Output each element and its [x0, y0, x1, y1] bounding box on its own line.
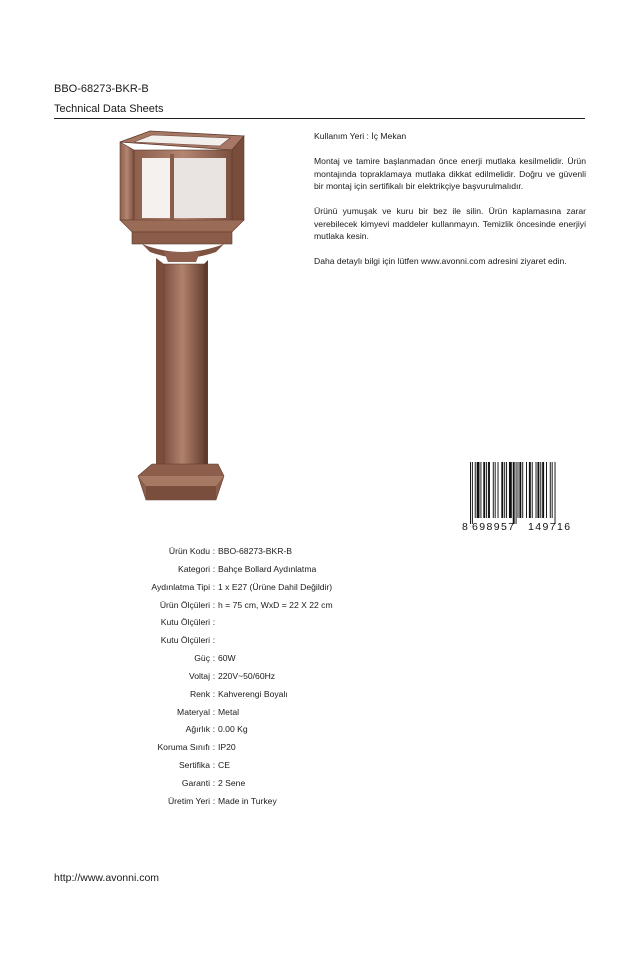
spec-value: 2 Sene: [218, 777, 246, 788]
barcode-bar: [493, 462, 494, 518]
spec-label: Renk: [189, 688, 210, 699]
spec-separator: :: [212, 760, 216, 771]
barcode-bar: [486, 462, 487, 518]
barcode-bar: [506, 462, 507, 518]
barcode-digits-right: 149716: [528, 521, 572, 532]
spec-label: Kutu Ölçüleri: [160, 617, 210, 628]
spec-value: h = 75 cm, WxD = 22 X 22 cm: [218, 599, 333, 610]
spec-row: [100, 617, 333, 635]
spec-value: IP20: [218, 742, 236, 753]
spec-value: 1 x E27 (Ürüne Dahil Değildir): [218, 581, 333, 592]
barcode-bar: [529, 462, 531, 518]
bollard-lamp-image: [112, 128, 252, 508]
spec-row: [100, 600, 333, 618]
barcode-bar: [477, 462, 480, 518]
spec-separator: :: [212, 653, 216, 664]
spec-label: Kutu Ölçüleri: [160, 635, 210, 646]
barcode-bar: [470, 462, 471, 524]
spec-label: Ağırlık: [185, 724, 210, 735]
barcode-bar: [516, 462, 517, 524]
spec-separator: :: [212, 599, 216, 610]
usage-text: Kullanım Yeri : İç Mekan: [314, 131, 407, 141]
barcode-bar: [483, 462, 485, 518]
barcode-bar: [475, 462, 476, 518]
document-title: Technical Data Sheets: [54, 103, 164, 115]
barcode-digits-left: 698957: [472, 521, 516, 532]
header-rule: [54, 118, 585, 119]
spec-label: Sertifika: [178, 760, 210, 771]
spec-value: BBO-68273-BKR-B: [218, 546, 293, 556]
spec-separator: :: [212, 617, 216, 628]
spec-separator: :: [212, 670, 216, 681]
spec-row: [100, 546, 333, 564]
spec-value: 220V~50/60Hz: [218, 670, 276, 681]
barcode-bars: [470, 462, 556, 524]
spec-value: CE: [218, 760, 230, 771]
barcode-bar: [546, 462, 547, 518]
spec-label: Ürün Kodu: [168, 546, 210, 556]
barcode-bar: [488, 462, 490, 518]
spec-label: Koruma Sınıfı: [157, 742, 210, 753]
warning-text: Montaj ve tamire başlanmadan önce enerji mutlaka kesilmelidir. Ürün montajında topraklamaya mutlaka dikkat edilmelidir. Doğru ve güvenli bir montaj için sertifikalı bir elektrikçiye başvurulmalıdır.: [314, 156, 586, 191]
barcode-digit-lead: 8: [462, 521, 468, 532]
spec-row: [100, 671, 333, 689]
spec-separator: :: [212, 706, 216, 717]
product-code-heading: BBO-68273-BKR-B: [54, 83, 149, 95]
spec-row: [100, 707, 333, 725]
barcode-bar: [522, 462, 523, 518]
barcode-bar: [480, 462, 481, 518]
barcode-bar: [519, 462, 521, 518]
barcode-bar: [504, 462, 505, 518]
barcode-bar: [550, 462, 551, 518]
spec-row: [100, 724, 333, 742]
barcode-bar: [552, 462, 553, 518]
spec-row: [100, 796, 333, 814]
specifications-table: [100, 546, 333, 814]
barcode-bar: [518, 462, 519, 518]
barcode-bar: [555, 462, 556, 524]
spec-separator: :: [212, 795, 216, 806]
cleaning-text: Ürünü yumuşak ve kuru bir bez ile silin. Ürün kaplamasına zarar verebilecek kimyevi maddeler kullanmayın. Temizlik öncesinde enerjiyi mutlaka kesin.: [314, 206, 586, 241]
barcode-bar: [498, 462, 499, 518]
spec-label: Garanti: [181, 777, 210, 788]
spec-row: [100, 778, 333, 796]
barcode-bar: [526, 462, 527, 518]
barcode-bar: [513, 462, 515, 524]
barcode-bar: [542, 462, 544, 518]
spec-label: Voltaj: [188, 670, 210, 681]
spec-separator: :: [212, 635, 216, 646]
spec-row: [100, 689, 333, 707]
spec-row: [100, 635, 333, 653]
spec-label: Ürün Ölçüleri: [159, 599, 210, 610]
spec-separator: :: [212, 742, 216, 753]
spec-separator: :: [212, 724, 216, 735]
spec-row: [100, 742, 333, 760]
spec-label: Materyal: [177, 706, 210, 717]
footer-url[interactable]: http://www.avonni.com: [54, 872, 160, 884]
spec-row: [100, 760, 333, 778]
spec-separator: :: [212, 546, 216, 556]
spec-value: Kahverengi Boyalı: [218, 688, 288, 699]
barcode-bar: [537, 462, 539, 518]
barcode: [462, 460, 586, 532]
spec-separator: :: [212, 688, 216, 699]
product-info-text: [314, 130, 586, 280]
spec-separator: :: [212, 563, 216, 574]
barcode-bar: [532, 462, 533, 518]
barcode-bar: [495, 462, 496, 518]
spec-label: Aydınlatma Tipi: [151, 581, 210, 592]
spec-row: [100, 582, 333, 600]
spec-label: Üretim Yeri: [167, 795, 210, 806]
barcode-bar: [472, 462, 473, 524]
spec-value: Made in Turkey: [218, 795, 277, 806]
barcode-bar: [501, 462, 503, 518]
spec-row: [100, 564, 333, 582]
more-info-text: Daha detaylı bilgi için lütfen www.avonni.com adresini ziyaret edin.: [314, 256, 567, 266]
spec-value: Metal: [218, 706, 240, 717]
spec-row: [100, 653, 333, 671]
spec-separator: :: [212, 777, 216, 788]
spec-value: 0.00 Kg: [218, 724, 248, 735]
spec-separator: :: [212, 581, 216, 592]
spec-label: Güç: [194, 653, 210, 664]
spec-label: Kategori: [177, 563, 210, 574]
barcode-bar: [509, 462, 512, 518]
spec-value: Bahçe Bollard Aydınlatma: [218, 563, 317, 574]
barcode-bar: [536, 462, 537, 518]
spec-value: 60W: [218, 653, 236, 664]
barcode-bar: [540, 462, 541, 518]
